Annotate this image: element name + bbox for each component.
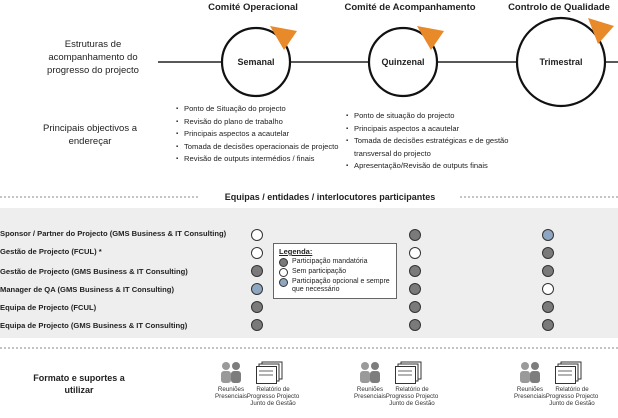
row-label-gestao-fcul: Gestão de Projecto (FCUL) * <box>0 247 102 256</box>
bottom-separator <box>0 346 618 350</box>
row-label-equipa-gms: Equipa de Projecto (GMS Business & IT Consulting) <box>0 321 188 330</box>
band-title: Equipas / entidades / interlocutores participantes <box>200 192 460 202</box>
document-caption: Relatório de Progresso Projecto Junto de Gestão <box>246 386 300 407</box>
participation-dot <box>409 283 421 295</box>
col-title-qualidade: Controlo de Qualidade <box>508 2 610 13</box>
row-label-manager-qa: Manager de QA (GMS Business & IT Consulting) <box>0 285 174 294</box>
participation-dot <box>251 301 263 313</box>
participation-dot <box>542 229 554 241</box>
document-caption: Relatório de Progresso Projecto Junto de Gestão <box>385 386 439 407</box>
row-label-sponsor: Sponsor / Partner do Projecto (GMS Business & IT Consulting) <box>0 229 227 238</box>
legend-none-icon <box>279 268 288 277</box>
participation-dot <box>542 301 554 313</box>
row-label-equipa-fcul: Equipa de Projecto (FCUL) <box>0 303 97 312</box>
label-formato: Formato e suportes a utilizar <box>33 373 125 395</box>
participation-dot <box>251 265 263 277</box>
circle-label-semanal: Semanal <box>237 57 275 67</box>
document-stack-icon <box>555 360 585 386</box>
meeting-caption: Reuniões Presenciais <box>354 386 386 400</box>
list-item: ▪ Ponto de Situação do projecto <box>176 103 341 116</box>
legend <box>273 243 397 299</box>
meeting-people-icon <box>355 360 385 386</box>
participation-dot <box>409 229 421 241</box>
meeting-people-icon <box>515 360 545 386</box>
legend-optional-label: Participação opcional e sempre que necessário <box>292 278 390 293</box>
participation-dot <box>251 283 263 295</box>
participation-dot <box>251 247 263 259</box>
participation-dot <box>409 265 421 277</box>
participation-dot <box>409 247 421 259</box>
legend-mandatory-label: Participação mandatória <box>292 258 368 265</box>
objectives-list-quinzenal <box>346 110 511 173</box>
list-item: ▪ Principais aspectos a acautelar <box>176 128 341 141</box>
participation-dot <box>251 319 263 331</box>
participation-dot <box>542 247 554 259</box>
list-item: ▪ Revisão do plano de trabalho <box>176 116 341 129</box>
meeting-caption: Reuniões Presenciais <box>514 386 546 400</box>
col-title-acompanhamento: Comité de Acompanhamento <box>344 2 476 13</box>
row-label-gestao-gms: Gestão de Projecto (GMS Business & IT Consulting) <box>0 267 188 276</box>
participation-dot <box>542 283 554 295</box>
legend-title: Legenda: <box>279 247 313 256</box>
participation-dot <box>409 319 421 331</box>
list-item: ▪ Tomada de decisões operacionais de projecto <box>176 141 341 154</box>
timeline-diagram <box>0 0 618 110</box>
circle-label-trimestral: Trimestral <box>539 57 583 67</box>
document-caption: Relatório de Progresso Projecto Junto de Gestão <box>545 386 599 407</box>
list-item: ▪ Apresentação/Revisão de outputs finais <box>346 160 511 173</box>
meeting-people-icon <box>216 360 246 386</box>
list-item: ▪ Tomada de decisões estratégicas e de gestão transversal do projecto <box>346 135 511 160</box>
legend-mandatory-icon <box>279 258 288 267</box>
label-estruturas: Estruturas de acompanhamento do progresso do projecto <box>47 39 139 76</box>
label-objectivos: Principais objectivos a endereçar <box>43 123 137 147</box>
meeting-caption: Reuniões Presenciais <box>215 386 247 400</box>
col-title-operacional: Comité Operacional <box>208 2 298 13</box>
participation-dot <box>251 229 263 241</box>
legend-none-label: Sem participação <box>292 268 347 275</box>
participation-dot <box>409 301 421 313</box>
list-item: ▪ Ponto de situação do projecto <box>346 110 511 123</box>
participation-dot <box>542 319 554 331</box>
document-stack-icon <box>256 360 286 386</box>
participation-dot <box>542 265 554 277</box>
objectives-list-semanal <box>176 103 341 166</box>
legend-optional-icon <box>279 278 288 287</box>
list-item: ▪ Revisão de outputs intermédios / finais <box>176 153 341 166</box>
list-item: ▪ Principais aspectos a acautelar <box>346 123 511 136</box>
document-stack-icon <box>395 360 425 386</box>
circle-label-quinzenal: Quinzenal <box>381 57 425 67</box>
